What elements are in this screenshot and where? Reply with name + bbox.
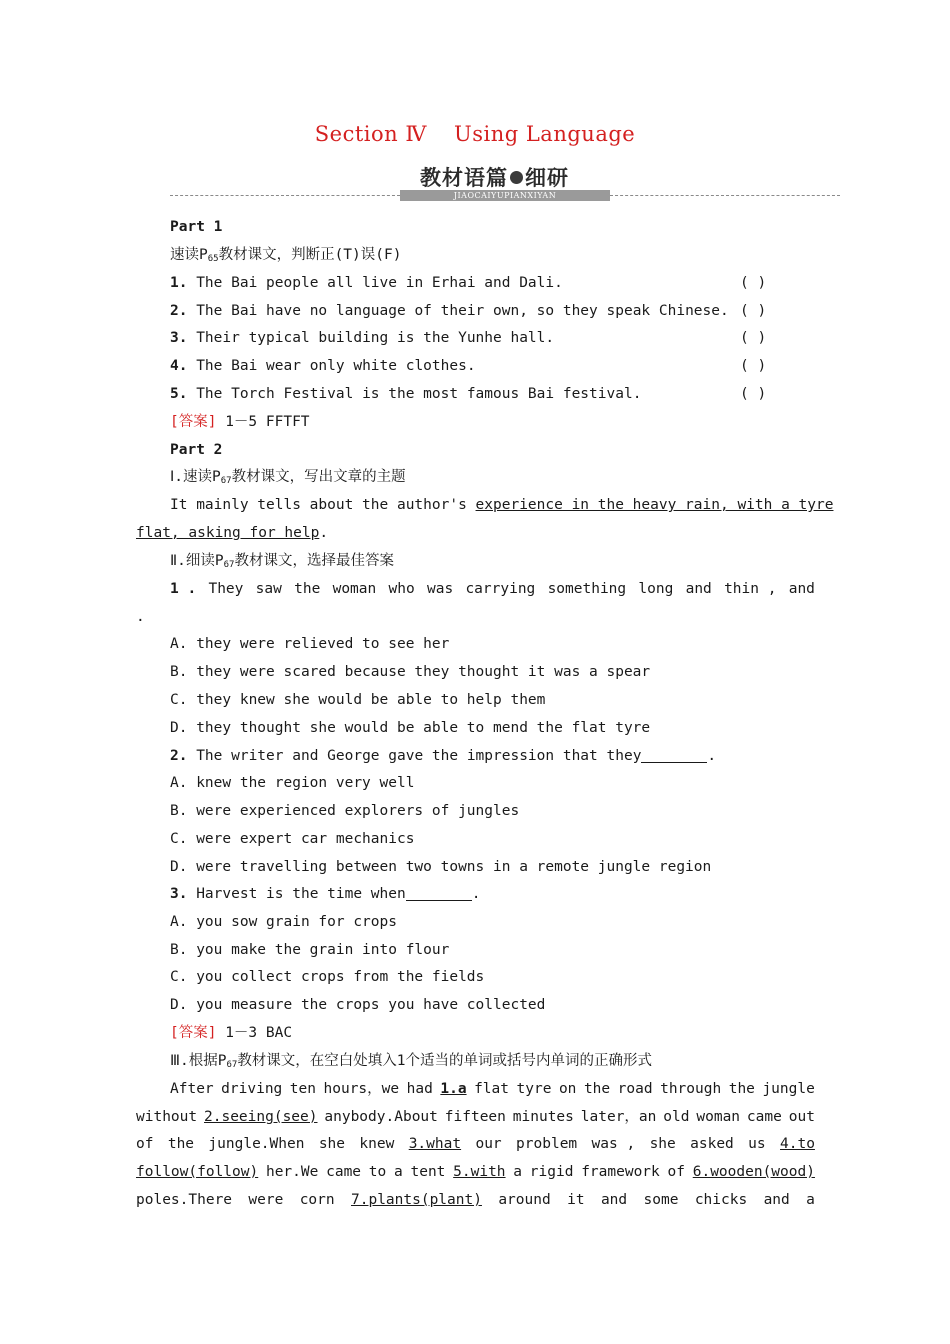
theme-answer: experience in the heavy rain, with a tyre xyxy=(475,497,834,513)
option-d: D. they thought she would be able to mend the flat tyre xyxy=(170,720,651,736)
question-1: 1 . They saw the woman who was carrying something long and thin , and xyxy=(170,581,815,597)
theme-answer: flat, asking for help xyxy=(136,525,320,541)
answer-bracket[interactable]: ( ) xyxy=(740,303,767,319)
fill-answer: 2.seeing(see) xyxy=(204,1109,318,1125)
part2-section1-instruction: Ⅰ.速读P67教材课文，写出文章的主题 xyxy=(170,469,406,486)
fill-answer: 7.plants(plant) xyxy=(351,1192,482,1208)
banner-pinyin: JIAOCAIYUPIANXIYAN xyxy=(400,190,610,201)
banner-heading-right: 细研 xyxy=(525,166,569,190)
answer-bracket[interactable]: ( ) xyxy=(740,275,767,291)
option-b: B. they were scared because they thought it was a spear xyxy=(170,664,651,680)
tf-item: 2. The Bai have no language of their own, so they speak Chinese. xyxy=(170,303,729,319)
passage-line: After driving ten hours，we had 1.a flat tyre on the road through the jungle xyxy=(170,1081,815,1097)
fill-answer: 1.a xyxy=(440,1081,467,1097)
part2-answer xyxy=(170,1023,292,1043)
fill-answer: 5.with xyxy=(453,1164,506,1180)
question-2: 2. The writer and George gave the impression that they . xyxy=(170,748,717,764)
answer-text: 1－5 FFTFT xyxy=(225,414,310,430)
tf-item: 5. The Torch Festival is the most famous Bai festival. xyxy=(170,386,642,402)
section-number: Section Ⅳ xyxy=(314,122,427,146)
question-3: 3. Harvest is the time when . xyxy=(170,886,481,902)
part2-section2-instruction: Ⅱ.细读P67教材课文，选择最佳答案 xyxy=(170,553,394,570)
option-c: C. you collect crops from the fields xyxy=(170,969,485,985)
passage-line: of the jungle.When she knew 3.what our problem was , she asked us 4.to xyxy=(136,1136,815,1152)
banner-heading xyxy=(420,162,569,192)
bullet-icon xyxy=(510,171,523,184)
banner-divider-right xyxy=(610,195,840,196)
option-d: D. were travelling between two towns in a remote jungle region xyxy=(170,859,712,875)
option-b: B. you make the grain into flour xyxy=(170,942,450,958)
part1-answer xyxy=(170,412,310,432)
answer-blank[interactable] xyxy=(641,748,707,763)
section-banner xyxy=(170,162,840,202)
part2-section3-instruction: Ⅲ.根据P67教材课文，在空白处填入1个适当的单词或括号内单词的正确形式 xyxy=(170,1053,653,1070)
theme-line1: It mainly tells about the author's experience in the heavy rain, with a tyre xyxy=(170,497,834,513)
tf-item: 4. The Bai wear only white clothes. xyxy=(170,358,476,374)
option-c: C. were expert car mechanics xyxy=(170,831,415,847)
answer-tag: [答案] xyxy=(170,414,217,430)
part1-heading: Part 1 xyxy=(170,219,223,235)
part2-heading: Part 2 xyxy=(170,442,223,458)
fill-answer: 6.wooden(wood) xyxy=(692,1164,815,1180)
fill-answer: follow(follow) xyxy=(136,1164,259,1180)
page-title xyxy=(0,122,950,146)
answer-bracket[interactable]: ( ) xyxy=(740,386,767,402)
banner-divider-left xyxy=(170,195,400,196)
option-a: A. knew the region very well xyxy=(170,775,415,791)
tf-item: 3. Their typical building is the Yunhe hall. xyxy=(170,330,555,346)
option-d: D. you measure the crops you have collected xyxy=(170,997,546,1013)
answer-tag: [答案] xyxy=(170,1025,217,1041)
question-1-continued: . xyxy=(136,609,145,625)
fill-answer: 4.to xyxy=(780,1136,815,1152)
answer-text: 1－3 BAC xyxy=(225,1025,293,1041)
answer-blank[interactable] xyxy=(406,886,472,901)
answer-bracket[interactable]: ( ) xyxy=(740,358,767,374)
option-c: C. they knew she would be able to help them xyxy=(170,692,546,708)
passage-line: without 2.seeing(see) anybody.About fifteen minutes later，an old woman came out xyxy=(136,1109,815,1125)
option-a: A. they were relieved to see her xyxy=(170,636,450,652)
option-b: B. were experienced explorers of jungles xyxy=(170,803,520,819)
tf-item: 1. The Bai people all live in Erhai and Dali. xyxy=(170,275,563,291)
answer-bracket[interactable]: ( ) xyxy=(740,330,767,346)
option-a: A. you sow grain for crops xyxy=(170,914,397,930)
passage-line: poles.There were corn 7.plants(plant) around it and some chicks and a xyxy=(136,1192,815,1208)
passage-line: follow(follow) her.We came to a tent 5.with a rigid framework of 6.wooden(wood) xyxy=(136,1164,815,1180)
banner-heading-left: 教材语篇 xyxy=(420,166,508,190)
part1-instruction: 速读P65教材课文，判断正(T)误(F) xyxy=(170,247,402,264)
theme-line2: flat, asking for help. xyxy=(136,525,329,541)
section-topic: Using Language xyxy=(454,122,636,146)
fill-answer: 3.what xyxy=(408,1136,462,1152)
